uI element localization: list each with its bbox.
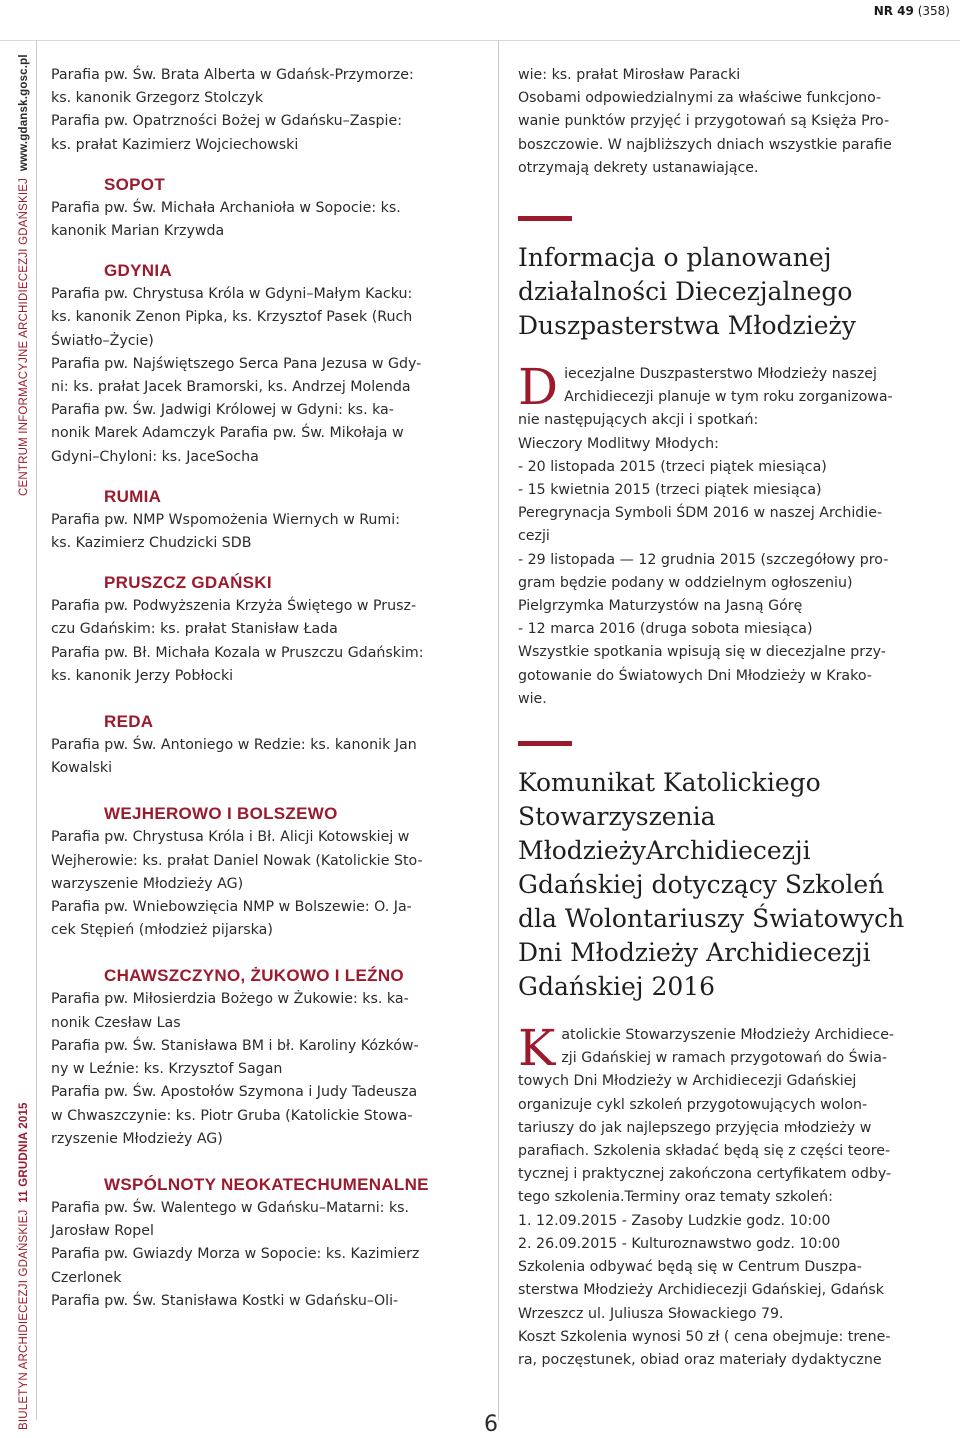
- parish-line: Światło–Życie): [51, 332, 154, 349]
- parish-line: rzyszenie Młodzieży AG): [51, 1130, 223, 1147]
- body-line: cezji: [518, 528, 550, 545]
- body-line: tego szkolenia.Terminy oraz tematy szkoleń:: [518, 1189, 833, 1206]
- body-line: gotowanie do Światowych Dni Młodzieży w Krako-: [518, 667, 872, 684]
- parish-line: Parafia pw. Gwiazdy Morza w Sopocie: ks. Kazimierz: [51, 1246, 420, 1263]
- body-line: wie.: [518, 690, 547, 707]
- body-line: Pielgrzymka Maturzystów na Jasną Górę: [518, 598, 803, 615]
- body-line: zji Gdańskiej w ramach przygotowań do Świa-: [561, 1050, 888, 1067]
- section-title-gdynia: GDYNIA: [104, 261, 172, 281]
- drop-cap: K: [518, 1019, 556, 1078]
- sidebar-top-label: [18, 54, 30, 496]
- parish-line: Parafia pw. Św. Stanisława Kostki w Gdańsku–Oli-: [51, 1292, 399, 1309]
- parish-line: Parafia pw. Chrystusa Króla i Bł. Alicji Kotowskiej w: [51, 829, 410, 846]
- sidebar: [0, 40, 36, 1430]
- right-column: [518, 64, 938, 1372]
- heading-line: Gdańskiej dotyczący Szkoleń: [518, 870, 885, 900]
- body-line: Osobami odpowiedzialnymi za właściwe funkcjono-: [518, 90, 882, 107]
- parish-line: ni: ks. prałat Jacek Bramorski, ks. Andrzej Molenda: [51, 379, 411, 396]
- section-title-sopot: SOPOT: [104, 174, 166, 194]
- body-line: Archidiecezji planuje w tym roku zorganizowa-: [564, 389, 893, 406]
- body-line: ra, poczęstunek, obiad oraz materiały dydaktyczne: [518, 1351, 882, 1368]
- issue-index: (358): [917, 4, 950, 18]
- body-line: 1. 12.09.2015 - Zasoby Ludzkie godz. 10:00: [518, 1212, 831, 1229]
- body-line: atolickie Stowarzyszenie Młodzieży Archidiece-: [561, 1027, 895, 1044]
- top-rule: [0, 40, 960, 41]
- article-body-ksm: [518, 1019, 938, 1372]
- heading-line: Informacja o planowanej: [518, 243, 832, 273]
- body-line: Wrzeszcz ul. Juliusza Słowackiego 79.: [518, 1305, 784, 1322]
- section-title-chwaszczyno: CHAWSZCZYNO, ŻUKOWO I LEŹNO: [104, 966, 404, 986]
- body-line: Wieczory Modlitwy Młodych:: [518, 435, 719, 452]
- sidebar-bulletin: BIULETYN ARCHIDIECEZJI GDAŃSKIEJ: [18, 1209, 30, 1430]
- body-line: - 20 listopada 2015 (trzeci piątek miesiąca): [518, 458, 827, 475]
- parish-line: Parafia pw. Św. Walentego w Gdańsku–Matarni: ks.: [51, 1199, 410, 1216]
- parish-line: ks. kanonik Jerzy Pobłocki: [51, 667, 234, 684]
- body-line: - 29 listopada — 12 grudnia 2015 (szczegółowy pro-: [518, 551, 889, 568]
- parish-line: warzyszenie Młodzieży AG): [51, 875, 244, 892]
- sidebar-date: 11 GRUDNIA 2015: [18, 1102, 30, 1203]
- parish-line: Parafia pw. Chrystusa Króla w Gdyni–Małym Kacku:: [51, 286, 413, 303]
- parish-line: Parafia pw. Św. Brata Alberta w Gdańsk-Przymorze:: [51, 67, 414, 83]
- heading-line: działalności Diecezjalnego: [518, 277, 853, 307]
- column-divider: [498, 40, 499, 1420]
- body-line: wanie punktów przyjęć i przygotowań są Księża Pro-: [518, 113, 890, 130]
- body-line: - 15 kwietnia 2015 (trzeci piątek miesiąca): [518, 482, 822, 499]
- heading-line: Komunikat Katolickiego: [518, 768, 821, 798]
- sidebar-divider: [36, 40, 37, 1420]
- issue-label: NR 49: [873, 4, 914, 18]
- article-heading-ddm: [518, 241, 938, 343]
- parish-line: Parafia pw. Wniebowzięcia NMP w Bolszewie: O. Ja-: [51, 899, 412, 916]
- body-line: boszczowie. W najbliższych dniach wszystkie parafie: [518, 136, 892, 153]
- parish-line: Parafia pw. NMP Wspomożenia Wiernych w Rumi:: [51, 511, 400, 528]
- heading-line: Gdańskiej 2016: [518, 972, 716, 1002]
- parish-line: Parafia pw. Św. Michała Archanioła w Sopocie: ks.: [51, 199, 401, 216]
- body-line: nie następujących akcji i spotkań:: [518, 412, 759, 429]
- body-line: iecezjalne Duszpasterstwo Młodzieży naszej: [564, 366, 877, 383]
- parish-line: Parafia pw. Św. Apostołów Szymona i Judy Tadeusza: [51, 1084, 418, 1101]
- parish-line: nonik Marek Adamczyk Parafia pw. Św. Mikołaja w: [51, 425, 404, 442]
- section-title-wejherowo: WEJHEROWO I BOLSZEWO: [104, 804, 338, 824]
- body-line: - 12 marca 2016 (druga sobota miesiąca): [518, 621, 813, 638]
- parish-line: Parafia pw. Podwyższenia Krzyża Świętego w Prusz-: [51, 598, 417, 615]
- body-line: 2. 26.09.2015 - Kulturoznawstwo godz. 10:00: [518, 1235, 841, 1252]
- heading-line: Stowarzyszenia: [518, 802, 716, 832]
- body-line: parafiach. Szkolenia składać będą się z części teore-: [518, 1143, 891, 1160]
- parish-line: Parafia pw. Najświętszego Serca Pana Jezusa w Gdy-: [51, 355, 422, 372]
- parish-line: ny w Leźnie: ks. Krzysztof Sagan: [51, 1061, 283, 1078]
- parish-line: ks. kanonik Zenon Pipka, ks. Krzysztof Pasek (Ruch: [51, 309, 413, 326]
- parish-line: Parafia pw. Opatrzności Bożej w Gdańsku–Zaspie:: [51, 113, 402, 130]
- issue-number: [874, 4, 950, 18]
- parish-line: Parafia pw. Miłosierdzia Bożego w Żukowie: ks. ka-: [51, 991, 409, 1008]
- heading-line: Dni Młodzieży Archidiecezji: [518, 938, 871, 968]
- article-accent-bar: [518, 741, 572, 746]
- body-line: Szkolenia odbywać będą się w Centrum Duszpa-: [518, 1259, 862, 1276]
- body-line: Koszt Szkolenia wynosi 50 zł ( cena obejmuje: trene-: [518, 1328, 891, 1345]
- parish-line: w Chwaszczynie: ks. Piotr Gruba (Katolickie Stowa-: [51, 1107, 413, 1124]
- parish-line: nonik Czesław Las: [51, 1014, 181, 1031]
- parish-line: Parafia pw. Św. Stanisława BM i bł. Karoliny Kózków-: [51, 1037, 419, 1054]
- section-title-pruszcz: PRUSZCZ GDAŃSKI: [104, 573, 272, 593]
- article-heading-ksm: [518, 766, 938, 1004]
- parish-line: ks. prałat Kazimierz Wojciechowski: [51, 136, 299, 153]
- left-column: [51, 64, 481, 1313]
- parish-line: cek Stępień (młodzież pijarska): [51, 922, 273, 939]
- article-accent-bar: [518, 216, 572, 221]
- parish-line: Wejherowie: ks. prałat Daniel Nowak (Katolickie Sto-: [51, 852, 423, 869]
- parish-line: Jarosław Ropel: [51, 1223, 154, 1240]
- sidebar-bottom-label: [18, 1102, 30, 1430]
- body-line: organizuje cykl szkoleń przygotowujących wolon-: [518, 1096, 868, 1113]
- body-line: otrzymają dekrety ustanawiające.: [518, 159, 759, 176]
- parish-line: Parafia pw. Św. Jadwigi Królowej w Gdyni: ks. ka-: [51, 402, 394, 419]
- heading-line: Duszpasterstwa Młodzieży: [518, 311, 856, 341]
- body-line: towych Dni Młodzieży w Archidiecezji Gdańskiej: [518, 1073, 857, 1090]
- parish-line: kanonik Marian Krzywda: [51, 223, 225, 240]
- body-line: gram będzie podany w oddzielnym ogłoszeniu): [518, 574, 853, 591]
- parish-line: Parafia pw. Św. Antoniego w Redzie: ks. kanonik Jan: [51, 737, 417, 754]
- section-title-neokatechumenalne: WSPÓLNOTY NEOKATECHUMENALNE: [104, 1174, 429, 1194]
- section-title-reda: REDA: [104, 712, 154, 732]
- body-line: Wszystkie spotkania wpisują się w diecezjalne przy-: [518, 644, 886, 661]
- heading-line: MłodzieżyArchidiecezji: [518, 836, 811, 866]
- body-line: Peregrynacja Symboli ŚDM 2016 w naszej Archidie-: [518, 505, 883, 522]
- body-line: wie: ks. prałat Mirosław Paracki: [518, 67, 741, 83]
- sidebar-url: www.gdansk.gosc.pl: [18, 54, 30, 172]
- body-line: tariuszy do jak najlepszego przyjęcia młodzieży w: [518, 1119, 872, 1136]
- parish-line: Kowalski: [51, 760, 113, 777]
- body-line: tycznej i praktycznej zakończona certyfikatem odby-: [518, 1166, 892, 1183]
- heading-line: dla Wolontariuszy Światowych: [518, 904, 905, 934]
- parish-line: ks. kanonik Grzegorz Stolczyk: [51, 90, 264, 107]
- page-number: 6: [484, 1412, 498, 1437]
- parish-line: czu Gdańskim: ks. prałat Stanisław Łada: [51, 621, 338, 638]
- article-body-ddm: [518, 358, 938, 711]
- body-line: sterstwa Młodzieży Archidiecezji Gdańskiej, Gdańsk: [518, 1282, 884, 1299]
- drop-cap: D: [518, 358, 559, 417]
- parish-line: ks. Kazimierz Chudzicki SDB: [51, 535, 252, 552]
- parish-line: Czerlonek: [51, 1269, 122, 1286]
- section-title-rumia: RUMIA: [104, 486, 162, 506]
- parish-line: Gdyni–Chyloni: ks. JaceSocha: [51, 448, 259, 465]
- sidebar-publisher: CENTRUM INFORMACYJNE ARCHIDIECEZJI GDAŃSKIEJ: [18, 177, 30, 496]
- parish-line: Parafia pw. Bł. Michała Kozala w Pruszczu Gdańskim:: [51, 644, 424, 661]
